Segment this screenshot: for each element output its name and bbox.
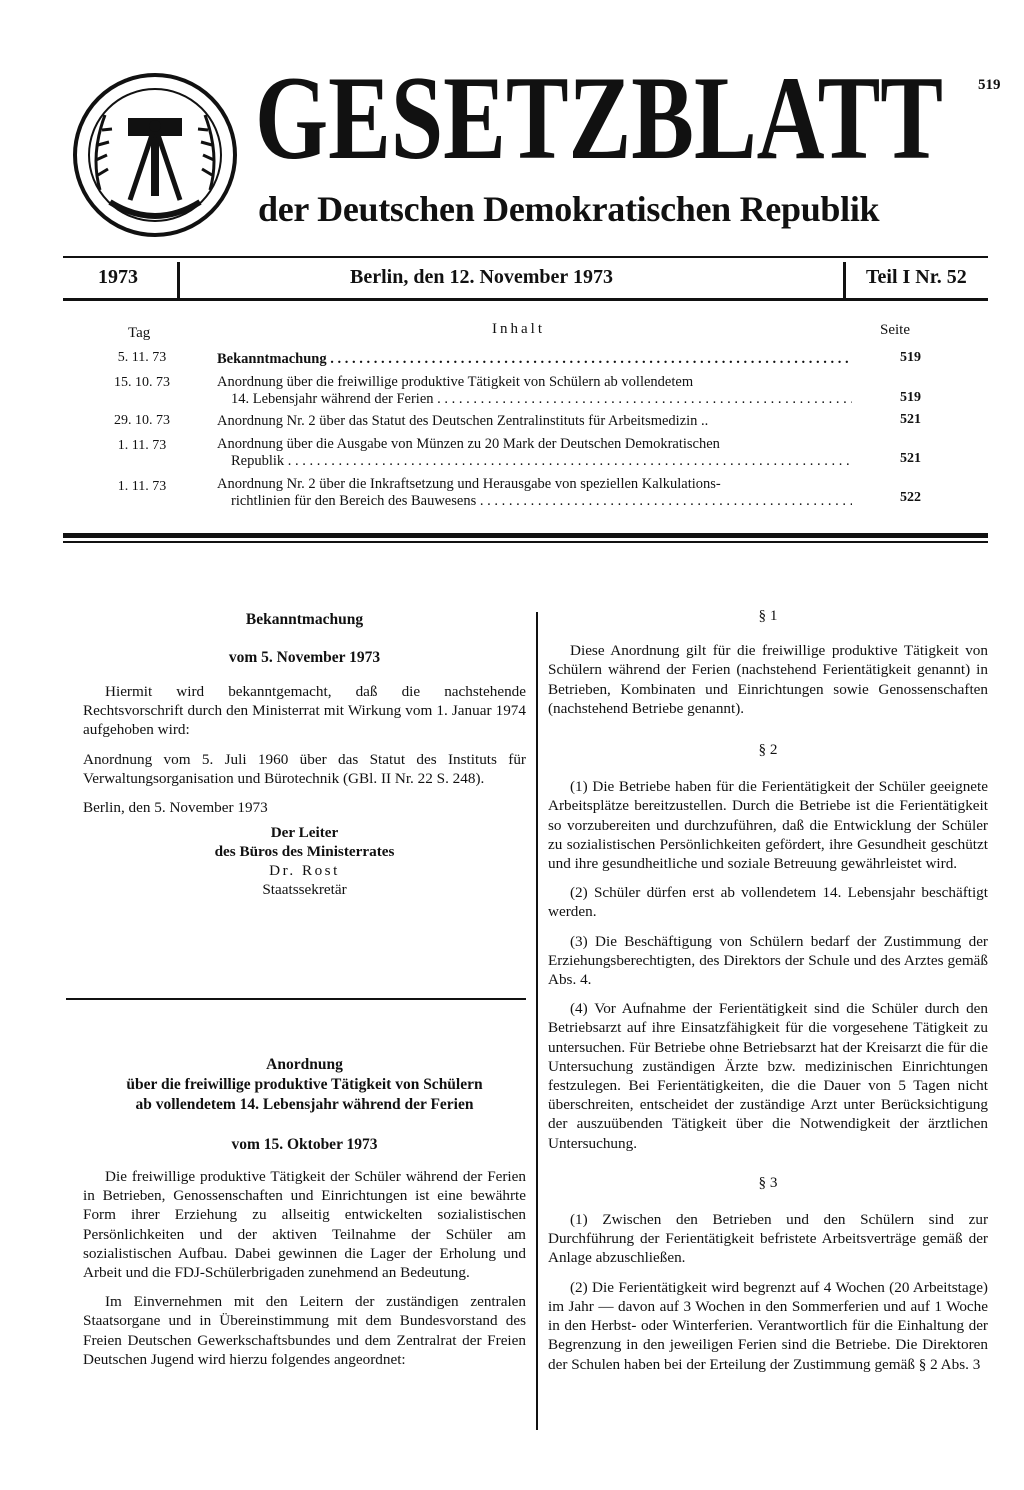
contents-rule-thin (63, 541, 988, 543)
bekanntmachung-section (83, 610, 526, 899)
issue-place-date: Berlin, den 12. November 1973 (350, 266, 613, 288)
column-divider (536, 612, 538, 1430)
section-rule (66, 998, 526, 1000)
toc-line: Anordnung Nr. 2 über das Statut des Deutschen Zentralinstituts für Arbeitsmedizin .. (217, 413, 709, 429)
toc-line: Anordnung über die Ausgabe von Münzen zu 20 Mark der Deutschen Demokratischen (217, 436, 720, 452)
section-text: (1) Zwischen den Betrieben und den Schülern sind zur Durchführung der Ferientätigkeit befristete Arbeitsverträge gemäß der Anlage abzuschließen. (548, 1211, 988, 1267)
toc-date: 1. 11. 73 (117, 438, 167, 453)
section-text: Diese Anordnung gilt für die freiwillige produktive Tätigkeit von Schülern während der Ferien (nachstehend Ferientätigkeit genannt) in Betrieben, Kombinaten und Einrichtungen sowie Genossenschaften (nachstehend Betriebe genannt). (548, 642, 988, 717)
toc-date: 1. 11. 73 (117, 479, 167, 494)
toc-date: 15. 10. 73 (114, 375, 170, 390)
anordnung-subtitle: ab vollendetem 14. Lebensjahr während der Ferien (135, 1096, 474, 1113)
paragraphs-section (548, 606, 988, 1384)
toc-page: 519 (900, 350, 921, 365)
anordnung-section (83, 1055, 526, 1379)
section-text: (3) Die Beschäftigung von Schülern bedarf der Zustimmung der Erziehungsberechtigten, des Direktors der Schule und des Arztes gemäß Abs. 4. (548, 932, 988, 989)
toc-line: Republik . . . (231, 452, 852, 470)
page-number: 519 (978, 77, 1001, 93)
bekanntmachung-text: Hiermit wird bekanntgemacht, daß die nachstehende Rechtsvorschrift durch den Ministerrat mit Wirkung vom 1. Januar 1974 aufgehoben wird: (83, 683, 526, 739)
bekanntmachung-date: vom 5. November 1973 (228, 649, 381, 666)
section-text: (4) Vor Aufnahme der Ferientätigkeit sind die Schüler durch den Betriebsarzt auf ihre Einsatzfähigkeit für die vorgesehene Tätigkeit zu untersuchen. Für Betriebe ohne Betriebsarzt hat der Kreisarzt die für die Untersuchung zuständigen Ärzte bzw. medizinischen Einrichtungen festzulegen. Bei Ferientätigkeiten, die die Dauer von 5 Tagen nicht überschreiten, entscheidet der zuständige Arzt unter Berücksichtigung der auszuübenden Tätigkeit über die Notwendigkeit der ärztlichen Untersuchung. (548, 1000, 988, 1152)
toc-page: 521 (900, 451, 921, 466)
issue-divider-left (177, 262, 180, 298)
anordnung-preamble: Im Einvernehmen mit den Leitern der zuständigen zentralen Staatsorgane und in Übereinstimmung mit dem Bundesvorstand des Freien Deutschen Gewerkschaftsbundes und dem Zentralrat der Freien Deutschen Jugend wird hierzu folgendes angeordnet: (83, 1293, 526, 1368)
toc-line: richtlinien für den Bereich des Bauwesens . . . (231, 492, 852, 510)
toc-head-contents: Inhalt (492, 321, 545, 337)
section-heading: § 2 (758, 741, 778, 759)
toc-line: 14. Lebensjahr während der Ferien . . . (231, 390, 852, 408)
toc-page: 522 (900, 490, 921, 505)
bekanntmachung-repealed: Anordnung vom 5. Juli 1960 über das Statut des Instituts für Verwaltungsorganisation und Bürotechnik (GBl. II Nr. 22 S. 248). (83, 750, 526, 787)
anordnung-preamble: Die freiwillige produktive Tätigkeit der Schüler während der Ferien in Betrieben, Genossenschaften und Einrichtungen ist eine bewährte Form ihrer Erziehung zu allseitig entwickelten sozialistischen Persönlichkeiten und der aktiven Teilnahme der Schüler am sozialistischen Aufbau. Dabei gewinnen die Lager der Erholung und Arbeit und die FDJ-Schülerbrigaden zunehmend an Bedeutung. (83, 1168, 526, 1282)
toc-date: 5. 11. 73 (117, 350, 167, 365)
section-text: (2) Schüler dürfen erst ab vollendetem 14. Lebensjahr beschäftigt werden. (548, 884, 988, 921)
signature-line1: Der Leiter (270, 824, 339, 842)
signature-line2: des Büros des Ministerrates (214, 843, 395, 861)
signature-title: Staatssekretär (262, 881, 347, 899)
signature-name: Dr. Rost (269, 862, 340, 880)
anordnung-title: Anordnung (266, 1056, 343, 1073)
toc-line: Anordnung Nr. 2 über die Inkraftsetzung und Herausgabe von speziellen Kalkulations- (217, 476, 721, 492)
anordnung-subtitle: über die freiwillige produktive Tätigkeit von Schülern (126, 1076, 483, 1093)
gdr-emblem-icon (70, 70, 240, 240)
toc-page: 519 (900, 390, 921, 405)
masthead-title (255, 66, 945, 170)
section-heading: § 3 (758, 1173, 778, 1191)
toc-head-page: Seite (880, 322, 910, 338)
anordnung-date: vom 15. Oktober 1973 (231, 1136, 378, 1153)
toc-line: Bekanntmachung . . . (217, 350, 852, 368)
bekanntmachung-place-date: Berlin, den 5. November 1973 (83, 799, 268, 817)
issue-rule-bottom (63, 298, 988, 301)
issue-year: 1973 (98, 266, 138, 288)
issue-rule-top (63, 256, 988, 258)
toc-head-day: Tag (128, 325, 151, 341)
bekanntmachung-title: Bekanntmachung (245, 611, 364, 628)
section-text: (1) Die Betriebe haben für die Ferientätigkeit der Schüler geeignete Arbeitsplätze bereitzustellen. Durch die Betriebe ist die Ferientätigkeit so vorzubereiten und durchzuführen, daß die Entwicklung der Schüler zu sozialistischen Persönlichkeiten gefördert, ihre Gesundheit geschützt und ihre gesundheitliche und soziale Betreuung gewährleistet wird. (548, 778, 988, 873)
toc-line: Anordnung über die freiwillige produktive Tätigkeit von Schülern ab vollendetem (217, 374, 694, 390)
masthead-subtitle: der Deutschen Demokratischen Republik (258, 189, 880, 229)
issue-number: Teil I Nr. 52 (866, 266, 967, 288)
toc-date: 29. 10. 73 (114, 413, 170, 428)
masthead-title-text: GESETZBLATT (255, 66, 943, 170)
section-heading: § 1 (758, 607, 778, 624)
issue-divider-right (843, 262, 846, 298)
toc-page: 521 (900, 412, 921, 427)
section-text: (2) Die Ferientätigkeit wird begrenzt auf 4 Wochen (20 Arbeitstage) im Jahr — davon auf 3 Wochen in den Sommerferien und auf 1 Woche in den Herbst- oder Winterferien. Verantwortlich für die Einhaltung der Begrenzung in den jeweiligen Ferien sind die Betriebe. Die Direktoren der Schulen haben bei der Erteilung der Zustimmung gemäß § 2 Abs. 3 (548, 1278, 988, 1373)
contents-rule-thick (63, 533, 988, 538)
